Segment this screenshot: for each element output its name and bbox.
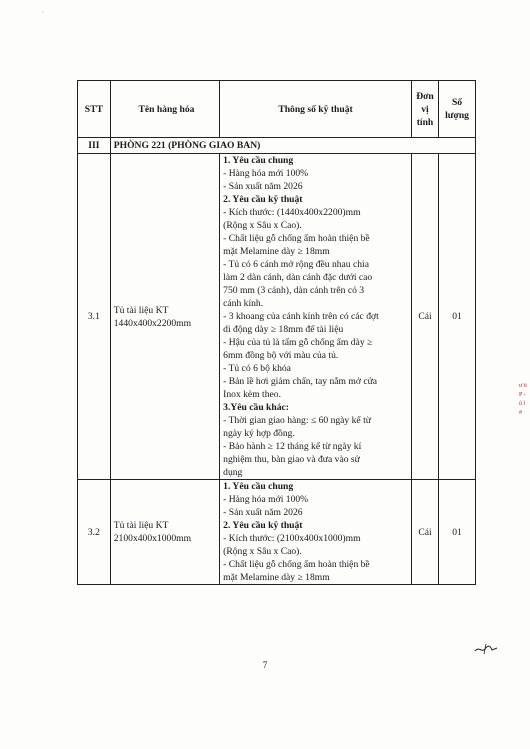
spec-line: - Kích thước: (2100x400x1000)mm [223,533,361,544]
header-unit-line: vị [421,103,429,115]
spec-line: di động dày ≥ 18mm để tài liệu [223,324,344,335]
section-row [78,138,476,154]
spec-line: 2. Yêu cầu kỹ thuật [223,520,303,531]
initial-signature [473,642,499,656]
header-unit-line: Đơn [416,90,434,102]
page-number: 7 [262,660,268,670]
header-unit-line: tính [416,116,434,128]
row-specs [220,480,412,585]
header-specs: Thông số kỹ thuật [220,81,412,138]
spec-line: dụng [223,467,243,478]
table-row [78,154,476,480]
spec-line: mặt Melamine dày ≥ 18mm [223,246,330,257]
spec-line: ngày ký hợp đồng. [223,428,295,439]
section-title: PHÒNG 221 (PHÒNG GIAO BAN) [110,138,475,154]
spec-line: làm 2 dàn cánh, dàn cánh đặc dưới cao [223,272,373,283]
spec-table [77,80,476,585]
header-qty-line: lượng [445,110,469,121]
spec-line: - Chất liệu gỗ chống ẩm hoàn thiện bề [223,233,370,244]
spec-line: - Tủ có 6 bộ khóa [223,363,291,374]
spec-line: 750 mm (3 cánh), dàn cánh trên có 3 [223,285,365,296]
header-stt: STT [78,81,111,138]
spec-line: mặt Melamine dày ≥ 18mm [223,572,330,583]
section-number: III [78,138,111,154]
spec-line: - Hậu của tủ là tấm gỗ chống ẩm dày ≥ [223,337,373,348]
spec-line: - Thời gian giao hàng: ≤ 60 ngày kể từ [223,415,371,426]
spec-line: - Tủ có 6 cánh mở rộng đều nhau chia [223,259,369,270]
row-name-line: Tủ tài liệu KT [113,520,169,531]
corner-mark: · [42,10,44,16]
spec-line: 1. Yêu cầu chung [223,481,294,492]
row-qty: 01 [439,480,476,585]
spec-line: nghiệm thu, bàn giao và đưa vào sử [223,454,360,465]
spec-line: - Bản lề hơi giảm chấn, tay nắm mở cửa [223,376,378,387]
spec-line: - Sản xuất năm 2026 [223,507,303,518]
spec-line: 6mm đồng bộ với màu của tủ. [223,350,339,361]
header-qty [439,81,476,138]
row-unit: Cái [411,154,438,480]
row-name-line: 2100x400x1000mm [113,533,192,544]
row-name-line: 1440x400x2200mm [113,317,192,329]
row-unit: Cái [411,480,438,585]
spec-line: - 3 khoang của cánh kính trên có các đợt [223,311,379,322]
row-stt: 3.2 [78,480,111,585]
table-row [78,480,476,585]
row-specs [220,154,412,480]
spec-line: (Rộng x Sâu x Cao). [223,220,302,231]
row-name [110,154,219,480]
spec-line: - Bảo hành ≥ 12 tháng kể từ ngày kí [223,441,362,452]
row-name-line: Tủ tài liệu KT [113,304,169,316]
spec-line: 2. Yêu cầu kỹ thuật [223,194,303,205]
spec-line: (Rộng x Sâu x Cao). [223,546,302,557]
spec-line: - Hàng hóa mới 100% [223,168,309,179]
spec-line: - Kích thước: (1440x400x2200)mm [223,207,361,218]
header-qty-line: Số [451,97,463,108]
spec-line: - Chất liệu gỗ chống ẩm hoàn thiện bề [223,559,370,570]
row-name [110,480,219,585]
header-unit [411,81,438,138]
spec-line: - Sản xuất năm 2026 [223,181,303,192]
spec-line: 1. Yêu cầu chung [223,155,294,166]
row-qty: 01 [439,154,476,480]
spec-line: cánh kính. [223,298,264,309]
margin-note: ư ü P - ũ ĩ # [519,383,527,416]
spec-line: 3.Yêu cầu khác: [223,402,289,413]
row-stt: 3.1 [78,154,111,480]
spec-line: Inox kèm theo. [223,389,281,400]
spec-line: - Hàng hóa mới 100% [223,494,309,505]
header-name: Tên hàng hóa [110,81,219,138]
table-header-row [78,81,476,138]
